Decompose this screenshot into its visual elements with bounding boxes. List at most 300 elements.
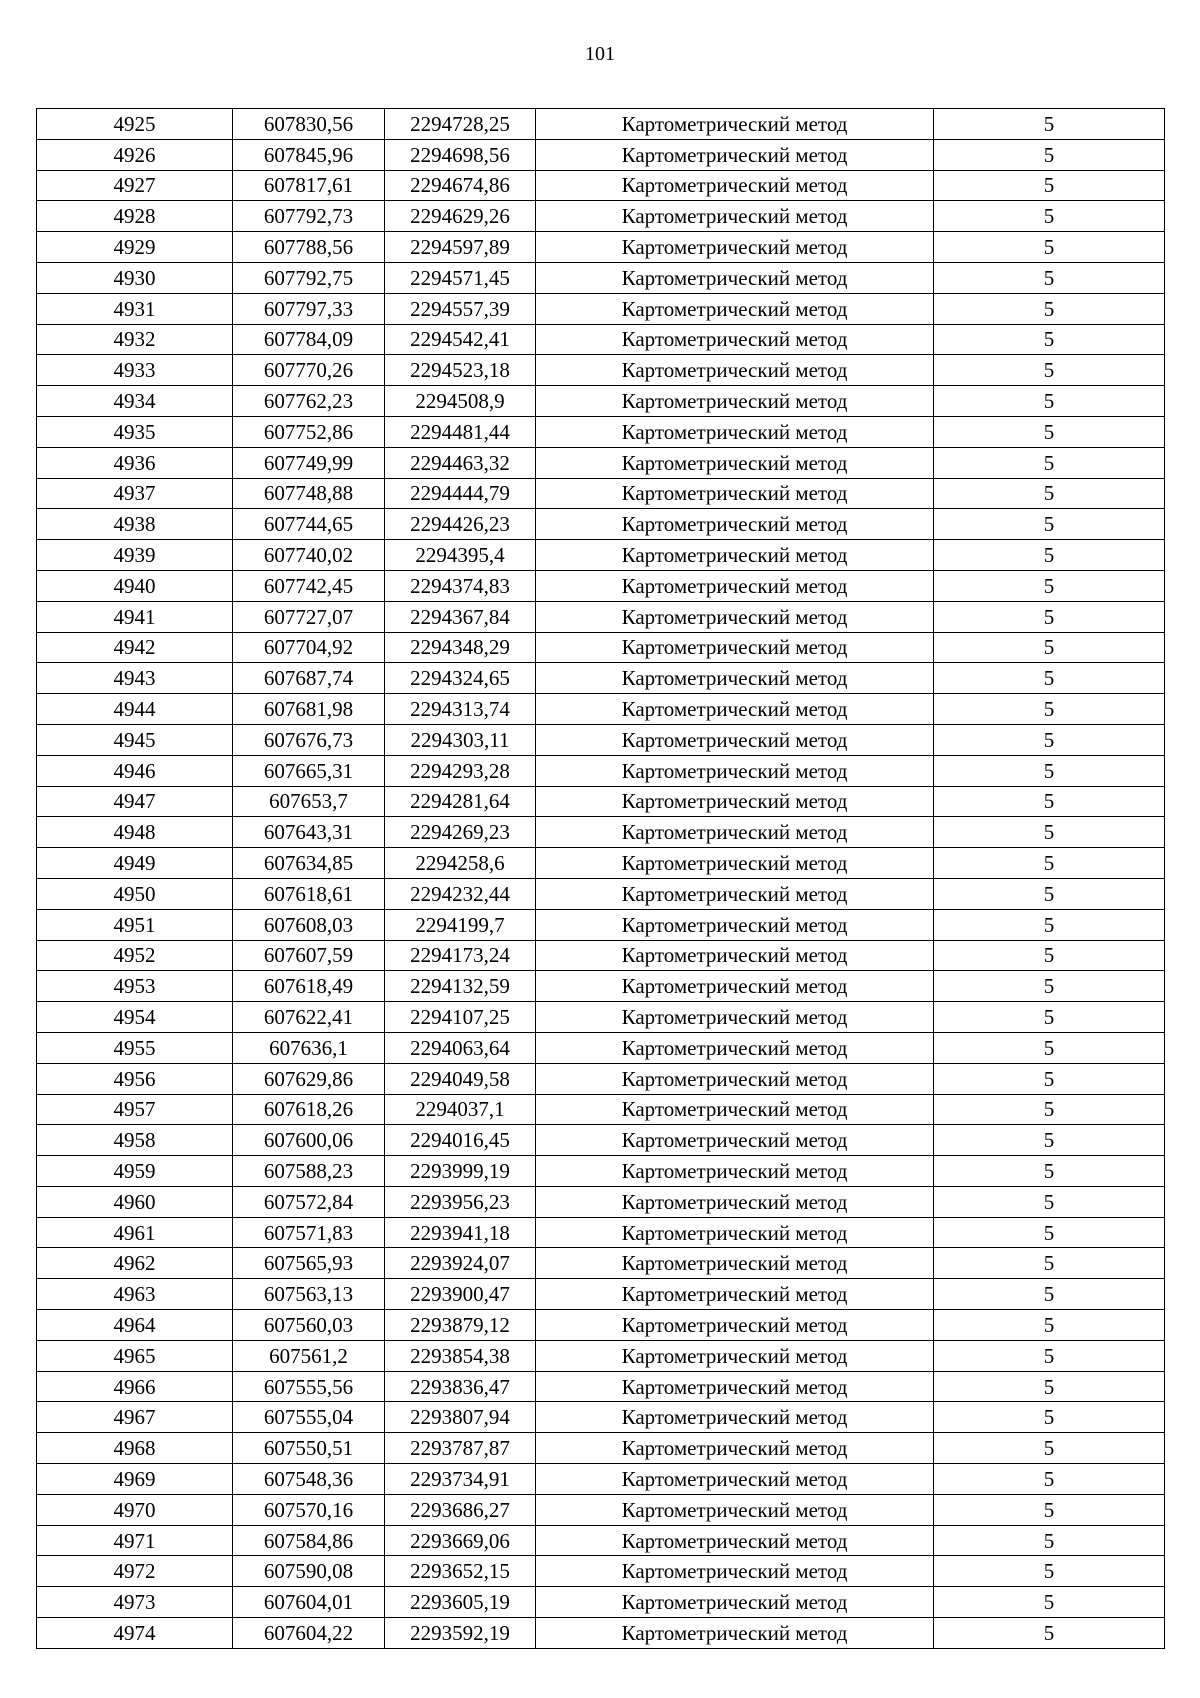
table-row [37, 201, 1165, 232]
y-coordinate-cell: 2294571,45 [385, 262, 536, 293]
table-row [37, 386, 1165, 417]
method-cell: Картометрический метод [536, 293, 934, 324]
point-number-cell: 4965 [37, 1340, 233, 1371]
point-number-cell: 4930 [37, 262, 233, 293]
accuracy-cell: 5 [934, 509, 1165, 540]
x-coordinate-cell: 607665,31 [233, 755, 385, 786]
x-coordinate-cell: 607607,59 [233, 940, 385, 971]
table-row [37, 139, 1165, 170]
x-coordinate-cell: 607681,98 [233, 694, 385, 725]
x-coordinate-cell: 607618,49 [233, 971, 385, 1002]
y-coordinate-cell: 2293652,15 [385, 1556, 536, 1587]
method-cell: Картометрический метод [536, 478, 934, 509]
accuracy-cell: 5 [934, 909, 1165, 940]
accuracy-cell: 5 [934, 324, 1165, 355]
point-number-cell: 4951 [37, 909, 233, 940]
y-coordinate-cell: 2293924,07 [385, 1248, 536, 1279]
table-row [37, 509, 1165, 540]
accuracy-cell: 5 [934, 1217, 1165, 1248]
accuracy-cell: 5 [934, 386, 1165, 417]
accuracy-cell: 5 [934, 1371, 1165, 1402]
table-row [37, 1156, 1165, 1187]
method-cell: Картометрический метод [536, 755, 934, 786]
method-cell: Картометрический метод [536, 1279, 934, 1310]
accuracy-cell: 5 [934, 232, 1165, 263]
accuracy-cell: 5 [934, 1464, 1165, 1495]
method-cell: Картометрический метод [536, 1494, 934, 1525]
accuracy-cell: 5 [934, 1433, 1165, 1464]
accuracy-cell: 5 [934, 1248, 1165, 1279]
table-row [37, 1063, 1165, 1094]
table-row [37, 1094, 1165, 1125]
coordinates-table-body [37, 109, 1165, 1649]
y-coordinate-cell: 2294049,58 [385, 1063, 536, 1094]
x-coordinate-cell: 607571,83 [233, 1217, 385, 1248]
point-number-cell: 4938 [37, 509, 233, 540]
method-cell: Картометрический метод [536, 1371, 934, 1402]
x-coordinate-cell: 607570,16 [233, 1494, 385, 1525]
point-number-cell: 4964 [37, 1310, 233, 1341]
table-row [37, 1587, 1165, 1618]
accuracy-cell: 5 [934, 447, 1165, 478]
table-row [37, 755, 1165, 786]
method-cell: Картометрический метод [536, 1094, 934, 1125]
table-row [37, 909, 1165, 940]
accuracy-cell: 5 [934, 1340, 1165, 1371]
accuracy-cell: 5 [934, 109, 1165, 140]
point-number-cell: 4970 [37, 1494, 233, 1525]
x-coordinate-cell: 607548,36 [233, 1464, 385, 1495]
y-coordinate-cell: 2294395,4 [385, 540, 536, 571]
table-row [37, 1279, 1165, 1310]
y-coordinate-cell: 2293836,47 [385, 1371, 536, 1402]
x-coordinate-cell: 607817,61 [233, 170, 385, 201]
accuracy-cell: 5 [934, 601, 1165, 632]
y-coordinate-cell: 2293669,06 [385, 1525, 536, 1556]
accuracy-cell: 5 [934, 1525, 1165, 1556]
y-coordinate-cell: 2294481,44 [385, 416, 536, 447]
method-cell: Картометрический метод [536, 1340, 934, 1371]
point-number-cell: 4926 [37, 139, 233, 170]
y-coordinate-cell: 2293686,27 [385, 1494, 536, 1525]
coordinates-table [36, 108, 1165, 1649]
x-coordinate-cell: 607600,06 [233, 1125, 385, 1156]
point-number-cell: 4942 [37, 632, 233, 663]
point-number-cell: 4937 [37, 478, 233, 509]
point-number-cell: 4936 [37, 447, 233, 478]
y-coordinate-cell: 2293879,12 [385, 1310, 536, 1341]
point-number-cell: 4969 [37, 1464, 233, 1495]
x-coordinate-cell: 607634,85 [233, 848, 385, 879]
method-cell: Картометрический метод [536, 201, 934, 232]
table-row [37, 1371, 1165, 1402]
table-row [37, 447, 1165, 478]
point-number-cell: 4968 [37, 1433, 233, 1464]
table-row [37, 170, 1165, 201]
y-coordinate-cell: 2294258,6 [385, 848, 536, 879]
point-number-cell: 4955 [37, 1032, 233, 1063]
table-row [37, 1032, 1165, 1063]
table-row [37, 817, 1165, 848]
table-row [37, 1402, 1165, 1433]
table-row [37, 694, 1165, 725]
x-coordinate-cell: 607845,96 [233, 139, 385, 170]
method-cell: Картометрический метод [536, 1063, 934, 1094]
accuracy-cell: 5 [934, 293, 1165, 324]
point-number-cell: 4925 [37, 109, 233, 140]
table-row [37, 971, 1165, 1002]
point-number-cell: 4932 [37, 324, 233, 355]
y-coordinate-cell: 2294463,32 [385, 447, 536, 478]
table-row [37, 262, 1165, 293]
y-coordinate-cell: 2294132,59 [385, 971, 536, 1002]
accuracy-cell: 5 [934, 1556, 1165, 1587]
point-number-cell: 4957 [37, 1094, 233, 1125]
x-coordinate-cell: 607555,04 [233, 1402, 385, 1433]
y-coordinate-cell: 2293999,19 [385, 1156, 536, 1187]
y-coordinate-cell: 2293605,19 [385, 1587, 536, 1618]
method-cell: Картометрический метод [536, 139, 934, 170]
method-cell: Картометрический метод [536, 447, 934, 478]
table-row [37, 724, 1165, 755]
method-cell: Картометрический метод [536, 1217, 934, 1248]
point-number-cell: 4927 [37, 170, 233, 201]
table-row [37, 355, 1165, 386]
method-cell: Картометрический метод [536, 1310, 934, 1341]
method-cell: Картометрический метод [536, 109, 934, 140]
point-number-cell: 4971 [37, 1525, 233, 1556]
accuracy-cell: 5 [934, 1279, 1165, 1310]
x-coordinate-cell: 607748,88 [233, 478, 385, 509]
method-cell: Картометрический метод [536, 1125, 934, 1156]
x-coordinate-cell: 607572,84 [233, 1186, 385, 1217]
y-coordinate-cell: 2294037,1 [385, 1094, 536, 1125]
accuracy-cell: 5 [934, 755, 1165, 786]
y-coordinate-cell: 2293734,91 [385, 1464, 536, 1495]
y-coordinate-cell: 2294303,11 [385, 724, 536, 755]
accuracy-cell: 5 [934, 1618, 1165, 1649]
accuracy-cell: 5 [934, 1494, 1165, 1525]
x-coordinate-cell: 607830,56 [233, 109, 385, 140]
accuracy-cell: 5 [934, 878, 1165, 909]
method-cell: Картометрический метод [536, 509, 934, 540]
table-row [37, 1464, 1165, 1495]
y-coordinate-cell: 2294232,44 [385, 878, 536, 909]
y-coordinate-cell: 2293941,18 [385, 1217, 536, 1248]
x-coordinate-cell: 607770,26 [233, 355, 385, 386]
y-coordinate-cell: 2294063,64 [385, 1032, 536, 1063]
point-number-cell: 4963 [37, 1279, 233, 1310]
table-row [37, 478, 1165, 509]
accuracy-cell: 5 [934, 632, 1165, 663]
method-cell: Картометрический метод [536, 848, 934, 879]
point-number-cell: 4935 [37, 416, 233, 447]
accuracy-cell: 5 [934, 694, 1165, 725]
y-coordinate-cell: 2293956,23 [385, 1186, 536, 1217]
table-row [37, 601, 1165, 632]
method-cell: Картометрический метод [536, 1464, 934, 1495]
point-number-cell: 4941 [37, 601, 233, 632]
accuracy-cell: 5 [934, 1094, 1165, 1125]
point-number-cell: 4960 [37, 1186, 233, 1217]
y-coordinate-cell: 2294199,7 [385, 909, 536, 940]
y-coordinate-cell: 2294016,45 [385, 1125, 536, 1156]
accuracy-cell: 5 [934, 1402, 1165, 1433]
method-cell: Картометрический метод [536, 1186, 934, 1217]
method-cell: Картометрический метод [536, 1556, 934, 1587]
accuracy-cell: 5 [934, 1156, 1165, 1187]
accuracy-cell: 5 [934, 478, 1165, 509]
x-coordinate-cell: 607636,1 [233, 1032, 385, 1063]
table-row [37, 632, 1165, 663]
table-row [37, 940, 1165, 971]
x-coordinate-cell: 607565,93 [233, 1248, 385, 1279]
accuracy-cell: 5 [934, 201, 1165, 232]
y-coordinate-cell: 2294508,9 [385, 386, 536, 417]
table-row [37, 1618, 1165, 1649]
table-row [37, 540, 1165, 571]
accuracy-cell: 5 [934, 786, 1165, 817]
point-number-cell: 4953 [37, 971, 233, 1002]
table-row [37, 1525, 1165, 1556]
point-number-cell: 4949 [37, 848, 233, 879]
point-number-cell: 4974 [37, 1618, 233, 1649]
x-coordinate-cell: 607740,02 [233, 540, 385, 571]
y-coordinate-cell: 2293592,19 [385, 1618, 536, 1649]
method-cell: Картометрический метод [536, 570, 934, 601]
y-coordinate-cell: 2293787,87 [385, 1433, 536, 1464]
method-cell: Картометрический метод [536, 355, 934, 386]
point-number-cell: 4931 [37, 293, 233, 324]
x-coordinate-cell: 607797,33 [233, 293, 385, 324]
y-coordinate-cell: 2294367,84 [385, 601, 536, 632]
method-cell: Картометрический метод [536, 1618, 934, 1649]
x-coordinate-cell: 607560,03 [233, 1310, 385, 1341]
point-number-cell: 4934 [37, 386, 233, 417]
y-coordinate-cell: 2294313,74 [385, 694, 536, 725]
y-coordinate-cell: 2294426,23 [385, 509, 536, 540]
method-cell: Картометрический метод [536, 940, 934, 971]
accuracy-cell: 5 [934, 848, 1165, 879]
method-cell: Картометрический метод [536, 601, 934, 632]
table-row [37, 1186, 1165, 1217]
table-row [37, 293, 1165, 324]
accuracy-cell: 5 [934, 570, 1165, 601]
table-row [37, 232, 1165, 263]
table-row [37, 1002, 1165, 1033]
table-row [37, 416, 1165, 447]
table-row [37, 1125, 1165, 1156]
y-coordinate-cell: 2294324,65 [385, 663, 536, 694]
point-number-cell: 4940 [37, 570, 233, 601]
accuracy-cell: 5 [934, 262, 1165, 293]
x-coordinate-cell: 607550,51 [233, 1433, 385, 1464]
y-coordinate-cell: 2294173,24 [385, 940, 536, 971]
y-coordinate-cell: 2294597,89 [385, 232, 536, 263]
x-coordinate-cell: 607727,07 [233, 601, 385, 632]
y-coordinate-cell: 2294348,29 [385, 632, 536, 663]
point-number-cell: 4928 [37, 201, 233, 232]
method-cell: Картометрический метод [536, 1433, 934, 1464]
accuracy-cell: 5 [934, 724, 1165, 755]
table-row [37, 1340, 1165, 1371]
table-row [37, 1310, 1165, 1341]
x-coordinate-cell: 607563,13 [233, 1279, 385, 1310]
table-row [37, 786, 1165, 817]
accuracy-cell: 5 [934, 416, 1165, 447]
y-coordinate-cell: 2294444,79 [385, 478, 536, 509]
table-row [37, 1433, 1165, 1464]
point-number-cell: 4950 [37, 878, 233, 909]
method-cell: Картометрический метод [536, 540, 934, 571]
point-number-cell: 4966 [37, 1371, 233, 1402]
x-coordinate-cell: 607792,73 [233, 201, 385, 232]
x-coordinate-cell: 607788,56 [233, 232, 385, 263]
accuracy-cell: 5 [934, 1063, 1165, 1094]
point-number-cell: 4961 [37, 1217, 233, 1248]
accuracy-cell: 5 [934, 1125, 1165, 1156]
method-cell: Картометрический метод [536, 1156, 934, 1187]
y-coordinate-cell: 2294557,39 [385, 293, 536, 324]
y-coordinate-cell: 2294374,83 [385, 570, 536, 601]
x-coordinate-cell: 607629,86 [233, 1063, 385, 1094]
method-cell: Картометрический метод [536, 1525, 934, 1556]
method-cell: Картометрический метод [536, 386, 934, 417]
x-coordinate-cell: 607618,26 [233, 1094, 385, 1125]
y-coordinate-cell: 2294629,26 [385, 201, 536, 232]
x-coordinate-cell: 607687,74 [233, 663, 385, 694]
x-coordinate-cell: 607643,31 [233, 817, 385, 848]
y-coordinate-cell: 2294293,28 [385, 755, 536, 786]
table-row [37, 848, 1165, 879]
table-row [37, 1556, 1165, 1587]
method-cell: Картометрический метод [536, 724, 934, 755]
y-coordinate-cell: 2294542,41 [385, 324, 536, 355]
table-row [37, 663, 1165, 694]
point-number-cell: 4929 [37, 232, 233, 263]
point-number-cell: 4973 [37, 1587, 233, 1618]
accuracy-cell: 5 [934, 1310, 1165, 1341]
point-number-cell: 4945 [37, 724, 233, 755]
accuracy-cell: 5 [934, 971, 1165, 1002]
method-cell: Картометрический метод [536, 170, 934, 201]
x-coordinate-cell: 607584,86 [233, 1525, 385, 1556]
x-coordinate-cell: 607749,99 [233, 447, 385, 478]
point-number-cell: 4967 [37, 1402, 233, 1433]
method-cell: Картометрический метод [536, 1002, 934, 1033]
accuracy-cell: 5 [934, 355, 1165, 386]
point-number-cell: 4933 [37, 355, 233, 386]
point-number-cell: 4958 [37, 1125, 233, 1156]
point-number-cell: 4959 [37, 1156, 233, 1187]
y-coordinate-cell: 2293854,38 [385, 1340, 536, 1371]
accuracy-cell: 5 [934, 817, 1165, 848]
page-number: 101 [585, 43, 615, 65]
x-coordinate-cell: 607762,23 [233, 386, 385, 417]
y-coordinate-cell: 2294674,86 [385, 170, 536, 201]
y-coordinate-cell: 2294523,18 [385, 355, 536, 386]
x-coordinate-cell: 607590,08 [233, 1556, 385, 1587]
table-row [37, 570, 1165, 601]
x-coordinate-cell: 607622,41 [233, 1002, 385, 1033]
method-cell: Картометрический метод [536, 1402, 934, 1433]
x-coordinate-cell: 607604,01 [233, 1587, 385, 1618]
x-coordinate-cell: 607752,86 [233, 416, 385, 447]
x-coordinate-cell: 607653,7 [233, 786, 385, 817]
accuracy-cell: 5 [934, 1002, 1165, 1033]
x-coordinate-cell: 607604,22 [233, 1618, 385, 1649]
y-coordinate-cell: 2294107,25 [385, 1002, 536, 1033]
method-cell: Картометрический метод [536, 694, 934, 725]
table-row [37, 1494, 1165, 1525]
point-number-cell: 4946 [37, 755, 233, 786]
point-number-cell: 4954 [37, 1002, 233, 1033]
accuracy-cell: 5 [934, 1186, 1165, 1217]
y-coordinate-cell: 2294698,56 [385, 139, 536, 170]
x-coordinate-cell: 607555,56 [233, 1371, 385, 1402]
accuracy-cell: 5 [934, 540, 1165, 571]
method-cell: Картометрический метод [536, 909, 934, 940]
point-number-cell: 4944 [37, 694, 233, 725]
method-cell: Картометрический метод [536, 878, 934, 909]
table-row [37, 1217, 1165, 1248]
method-cell: Картометрический метод [536, 663, 934, 694]
point-number-cell: 4962 [37, 1248, 233, 1279]
method-cell: Картометрический метод [536, 817, 934, 848]
method-cell: Картометрический метод [536, 632, 934, 663]
accuracy-cell: 5 [934, 1587, 1165, 1618]
table-row [37, 324, 1165, 355]
x-coordinate-cell: 607704,92 [233, 632, 385, 663]
x-coordinate-cell: 607784,09 [233, 324, 385, 355]
accuracy-cell: 5 [934, 1032, 1165, 1063]
x-coordinate-cell: 607742,45 [233, 570, 385, 601]
point-number-cell: 4956 [37, 1063, 233, 1094]
y-coordinate-cell: 2293807,94 [385, 1402, 536, 1433]
x-coordinate-cell: 607588,23 [233, 1156, 385, 1187]
y-coordinate-cell: 2294281,64 [385, 786, 536, 817]
x-coordinate-cell: 607618,61 [233, 878, 385, 909]
x-coordinate-cell: 607561,2 [233, 1340, 385, 1371]
point-number-cell: 4952 [37, 940, 233, 971]
accuracy-cell: 5 [934, 940, 1165, 971]
y-coordinate-cell: 2294269,23 [385, 817, 536, 848]
point-number-cell: 4947 [37, 786, 233, 817]
method-cell: Картометрический метод [536, 1248, 934, 1279]
method-cell: Картометрический метод [536, 786, 934, 817]
point-number-cell: 4939 [37, 540, 233, 571]
method-cell: Картометрический метод [536, 324, 934, 355]
accuracy-cell: 5 [934, 170, 1165, 201]
accuracy-cell: 5 [934, 139, 1165, 170]
point-number-cell: 4948 [37, 817, 233, 848]
table-row [37, 109, 1165, 140]
y-coordinate-cell: 2294728,25 [385, 109, 536, 140]
method-cell: Картометрический метод [536, 416, 934, 447]
x-coordinate-cell: 607608,03 [233, 909, 385, 940]
table-row [37, 878, 1165, 909]
method-cell: Картометрический метод [536, 971, 934, 1002]
method-cell: Картометрический метод [536, 1032, 934, 1063]
x-coordinate-cell: 607676,73 [233, 724, 385, 755]
y-coordinate-cell: 2293900,47 [385, 1279, 536, 1310]
method-cell: Картометрический метод [536, 1587, 934, 1618]
x-coordinate-cell: 607792,75 [233, 262, 385, 293]
x-coordinate-cell: 607744,65 [233, 509, 385, 540]
accuracy-cell: 5 [934, 663, 1165, 694]
table-row [37, 1248, 1165, 1279]
point-number-cell: 4972 [37, 1556, 233, 1587]
